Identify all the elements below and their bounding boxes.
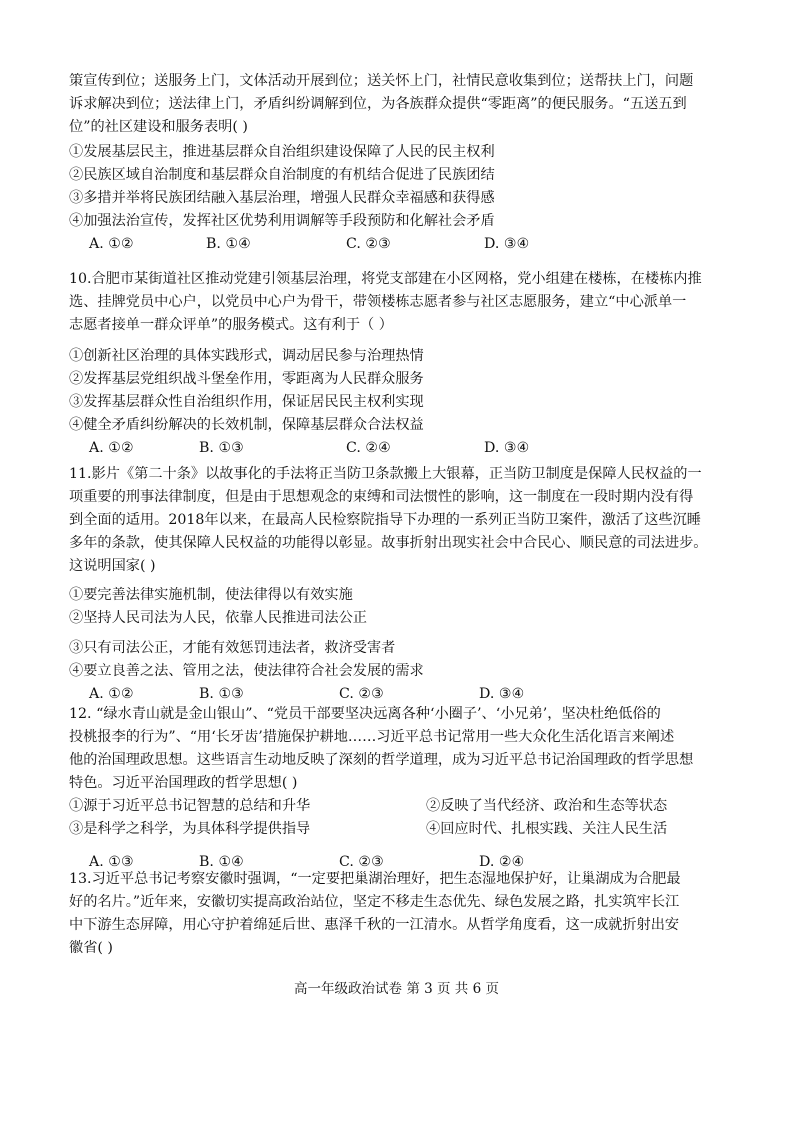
option-b: B. ①④ (206, 236, 251, 252)
answer-options (69, 233, 737, 256)
question-stem-line: 徽省( ) (69, 940, 113, 956)
option-d: D. ③④ (479, 686, 525, 702)
choice-item: ④健全矛盾纠纷解决的长效机制，保障基层群众合法权益 (69, 417, 424, 433)
question-12 (69, 703, 737, 874)
choice-item: ④要立良善之法、管用之法，使法律符合社会发展的需求 (69, 663, 424, 679)
choice-item: ①创新社区治理的具体实践形式，调动居民参与治理热情 (69, 348, 424, 364)
option-c: C. ②③ (346, 236, 391, 252)
question-stem-line: 好的名片。”近年来，安徽切实提高政治站位，坚定不移走生态优先、绿色发展之路，扎实筑牢长江 (69, 894, 680, 910)
choice-item: ③发挥基层群众性自治组织作用，保证居民民主权利实现 (69, 394, 424, 410)
choice-item: ④加强法治宣传，发挥社区优势利用调解等手段预防和化解社会矛盾 (69, 213, 495, 229)
choice-item: ②坚持人民司法为人民，依靠人民推进司法公正 (69, 610, 367, 626)
choice-row (69, 795, 737, 818)
option-d: D. ③④ (484, 440, 530, 456)
question-13 (69, 868, 737, 960)
question-stem-line: 选、挂牌党员中心户，以党员中心户为骨干，带领楼栋志愿者参与社区志愿服务，建立“中心派单一 (69, 294, 687, 310)
option-c: C. ②③ (339, 686, 384, 702)
question-stem-line: 到全面的适用。2018年以来，在最高人民检察院指导下办理的一系列正当防卫案件，激活了这些沉睡 (69, 512, 701, 528)
option-d: D. ②④ (479, 854, 525, 870)
choice-item: ②反映了当代经济、政治和生态等状态 (426, 798, 668, 814)
question-stem-line: 位”的社区建设和服务表明( ) (69, 119, 248, 135)
question-stem-line: 12. “绿水青山就是金山银山”、“党员干部要坚决远离各种‘小圈子’、‘小兄弟’，坚决杜绝低俗的 (69, 706, 661, 722)
question-stem-line: 多年的条款，使其保障人民权益的功能得以彰显。故事折射出现实社会中合民心、顺民意的司法进步。 (69, 535, 708, 551)
choice-item: ②发挥基层党组织战斗堡垒作用，零距离为人民群众服务 (69, 371, 424, 387)
choice-item: ①源于习近平总书记智慧的总结和升华 (69, 798, 311, 814)
option-a: A. ①② (89, 236, 134, 252)
option-a: A. ①② (89, 686, 134, 702)
question-stem-line: 他的治国理政思想。这些语言生动地反映了深刻的哲学道理，成为习近平总书记治国理政的哲学思想 (69, 752, 694, 768)
option-b: B. ①④ (199, 854, 244, 870)
question-stem-line: 11.影片《第二十条》以故事化的手法将正当防卫条款搬上大银幕，正当防卫制度是保障人民权益的一 (69, 466, 702, 482)
question-stem-line: 投桃报李的行为”、“用‘长牙齿’措施保护耕地……习近平总书记常用一些大众化生活化语言来阐述 (69, 729, 675, 745)
question-11 (69, 463, 737, 706)
choice-item: ③只有司法公正，才能有效惩罚违法者，救济受害者 (69, 640, 396, 656)
question-9 (69, 70, 737, 256)
choice-item: ④回应时代、扎根实践、关注人民生活 (426, 821, 668, 837)
answer-options (69, 437, 737, 460)
option-c: C. ②③ (339, 854, 384, 870)
question-stem-line: 这说明国家( ) (69, 558, 156, 574)
page-footer: 高一年级政治试卷 第 3 页 共 6 页 (294, 981, 499, 997)
question-stem-line: 诉求解决到位；送法律上门，矛盾纠纷调解到位，为各族群众提供“零距离”的便民服务。“五送五到 (69, 96, 687, 112)
question-stem-line: 志愿者接单一群众评单”的服务模式。这有利于（ ） (69, 317, 393, 333)
question-stem-line: 13.习近平总书记考察安徽时强调，“一定要把巢湖治理好，把生态湿地保护好，让巢湖成为合肥最 (69, 871, 681, 887)
choice-item: ③多措并举将民族团结融入基层治理，增强人民群众幸福感和获得感 (69, 190, 495, 206)
question-stem-line: 策宣传到位；送服务上门，文体活动开展到位；送关怀上门，社情民意收集到位；送帮扶上门，问题 (69, 73, 694, 89)
choice-item: ①发展基层民主，推进基层群众自治组织建设保障了人民的民主权利 (69, 144, 495, 160)
question-10 (69, 268, 737, 460)
question-stem-line: 10.合肥市某街道社区推动党建引领基层治理，将党支部建在小区网格，党小组建在楼栋，在楼栋内推 (69, 271, 702, 287)
option-c: C. ②④ (346, 440, 391, 456)
option-a: A. ①② (89, 440, 134, 456)
choice-item: ①要完善法律实施机制，使法律得以有效实施 (69, 587, 353, 603)
question-stem-line: 中下游生态屏障，用心守护着绵延后世、惠泽千秋的一江清水。从哲学角度看，这一成就折射出安 (69, 917, 680, 933)
choice-item: ②民族区域自治制度和基层群众自治制度的有机结合促进了民族团结 (69, 167, 495, 183)
question-stem-line: 特色。习近平治国理政的哲学思想( ) (69, 775, 298, 791)
option-b: B. ①③ (199, 686, 244, 702)
question-stem-line: 项重要的刑事法律制度，但是由于思想观念的束缚和司法惯性的影响，这一制度在一段时期内没有得 (69, 489, 694, 505)
option-a: A. ①③ (89, 854, 134, 870)
choice-item: ③是科学之科学，为具体科学提供指导 (69, 821, 311, 837)
option-d: D. ③④ (484, 236, 530, 252)
choice-row (69, 818, 737, 841)
option-b: B. ①③ (199, 440, 244, 456)
